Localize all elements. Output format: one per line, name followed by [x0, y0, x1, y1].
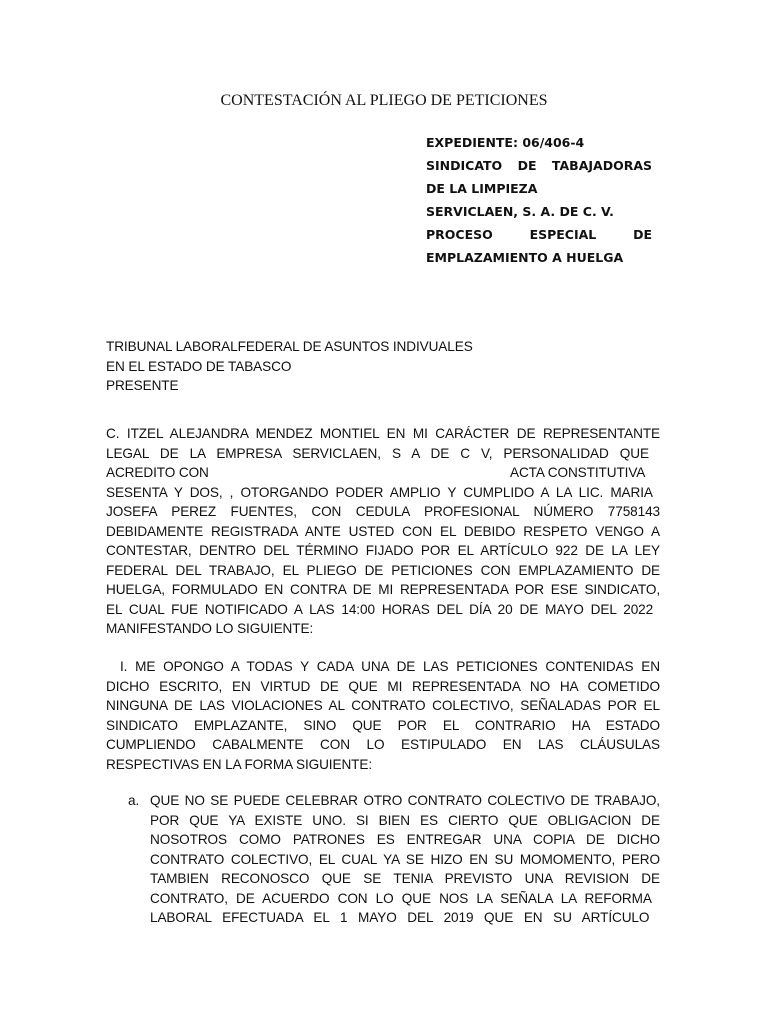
paragraph-line: HUELGA, FORMULADO EN CONTRA DE MI REPRESENTADA POR ESE SINDICATO, [106, 582, 660, 597]
list-item-line: LABORAL EFECTUADA EL 1 MAYO DEL 2019 QUE EN SU ARTÍCULO [150, 910, 650, 925]
list-item-line: POR QUE YA EXISTE UNO. SI BIEN ES CIERTO QUE OBLIGACION DE [150, 812, 660, 828]
paragraph-line: LEGAL DE LA EMPRESA SERVICLAEN, S A DE C V, PERSONALIDAD QUE [106, 445, 649, 461]
paragraph-line: I. ME OPONGO A TODAS Y CADA UNA DE LAS PETICIONES CONTENIDAS EN [120, 659, 660, 674]
paragraph-line: SINDICATO EMPLAZANTE, SINO QUE POR EL CONTRARIO HA ESTADO [106, 717, 660, 733]
paragraph-fragment: ACTA CONSTITUTIVA [510, 465, 646, 480]
intro-paragraph [106, 424, 660, 639]
addressee-line: PRESENTE [106, 378, 179, 393]
paragraph-line: EL CUAL FUE NOTIFICADO A LAS 14:00 HORAS DEL DÍA 20 DE MAYO DEL 2022 [106, 601, 654, 617]
addressee-line: TRIBUNAL LABORALFEDERAL DE ASUNTOS INDIVUALES [106, 339, 473, 354]
paragraph-line: C. ITZEL ALEJANDRA MENDEZ MONTIEL EN MI CARÁCTER DE REPRESENTANTE [106, 426, 660, 441]
paragraph-line: DEBIDAMENTE REGISTRADA ANTE USTED CON EL DEBIDO RESPETO VENGO A [106, 523, 660, 539]
case-block [426, 131, 652, 269]
list-item-line: CONTRATO, DE ACUERDO CON LO QUE NOS LA SEÑALA LA REFORMA [150, 890, 652, 906]
paragraph-line: DICHO ESCRITO, EN VIRTUD DE QUE MI REPRESENTADA NO HA COMETIDO [106, 678, 660, 694]
addressee [106, 337, 666, 396]
list-marker: a. [128, 793, 140, 808]
union-name-cont: DE LA LIMPIEZA [426, 181, 538, 196]
paragraph-line: CONTESTAR, DENTRO DEL TÉRMINO FIJADO POR EL ARTÍCULO 922 DE LA LEY [106, 543, 660, 558]
paragraph-line: SESENTA Y DOS, , OTORGANDO PODER AMPLIO Y CUMPLIDO A LA LIC. MARIA [106, 484, 653, 500]
opposition-paragraph [106, 657, 660, 774]
paragraph-line: CUMPLIENDO CABALMENTE CON LO ESTIPULADO EN LAS CLÁUSULAS [106, 737, 660, 752]
process-type: PROCESO ESPECIAL DE [426, 227, 652, 242]
paragraph-fragment: ACREDITO CON [106, 465, 209, 480]
paragraph-line-split [106, 463, 660, 483]
list-item-line: QUE NO SE PUEDE CELEBRAR OTRO CONTRATO COLECTIVO DE TRABAJO, [150, 793, 660, 808]
list-item-line: TAMBIEN RECONOSCO QUE SE TENIA PREVISTO UNA REVISION DE [150, 871, 660, 886]
document-title: CONTESTACIÓN AL PLIEGO DE PETICIONES [220, 92, 548, 109]
case-number: EXPEDIENTE: 06/406-4 [426, 135, 585, 150]
union-name: SINDICATO DE TABAJADORAS [426, 158, 652, 173]
paragraph-line: NINGUNA DE LAS VIOLACIONES AL CONTRATO COLECTIVO, SEÑALADAS POR EL [106, 698, 660, 713]
list-item-line: NOSOTROS COMO PATRONES ES ENTREGAR UNA COPIA DE DICHO [150, 832, 660, 847]
process-type-cont: EMPLAZAMIENTO A HUELGA [426, 250, 624, 265]
list-item-line: CONTRATO COLECTIVO, EL CUAL YA SE HIZO EN SU MOMOMENTO, PERO [150, 851, 660, 867]
company-name: SERVICLAEN, S. A. DE C. V. [426, 204, 614, 219]
list-item-a [150, 791, 660, 928]
addressee-line: EN EL ESTADO DE TABASCO [106, 358, 292, 374]
paragraph-line: JOSEFA PEREZ FUENTES, CON CEDULA PROFESIONAL NÚMERO 7758143 [106, 504, 660, 519]
paragraph-line: MANIFESTANDO LO SIGUIENTE: [106, 621, 314, 636]
paragraph-line: FEDERAL DEL TRABAJO, EL PLIEGO DE PETICIONES CON EMPLAZAMIENTO DE [106, 562, 660, 578]
paragraph-line: RESPECTIVAS EN LA FORMA SIGUIENTE: [106, 756, 373, 772]
